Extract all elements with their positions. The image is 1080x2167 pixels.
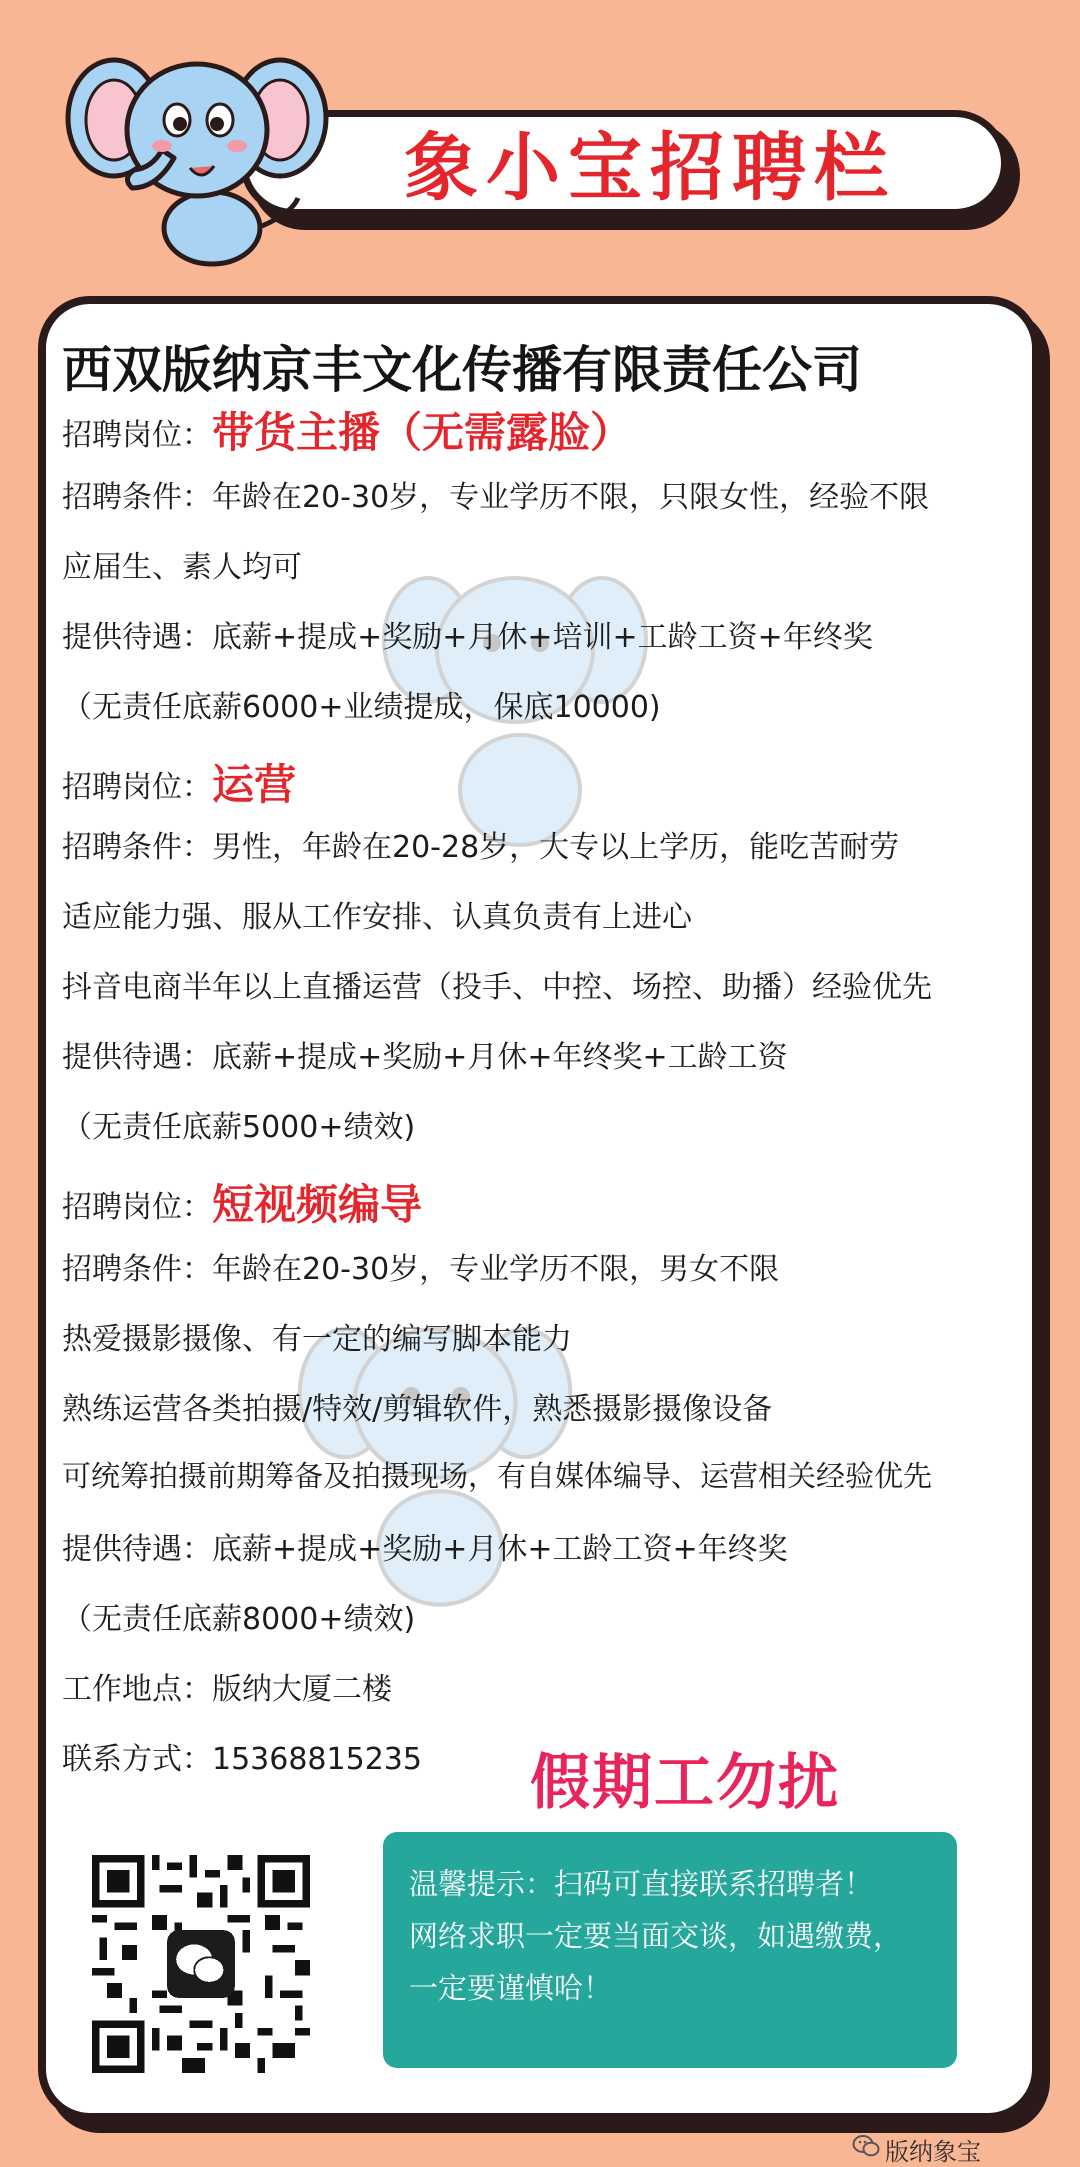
tip-line-2: 网络求职一定要当面交谈，如遇缴费，: [409, 1919, 903, 1953]
work-location: 工作地点：版纳大厦二楼: [62, 1672, 392, 1707]
job-2-line-5: （无责任底薪5000+绩效): [62, 1110, 416, 1145]
job-1-heading: [62, 400, 632, 460]
job-2-heading: [62, 752, 296, 812]
job-2-line-4: 提供待遇：底薪+提成+奖励+月休+年终奖+工龄工资: [62, 1040, 788, 1075]
job-1-line-4: （无责任底薪6000+业绩提成，保底10000): [62, 690, 661, 725]
job-2-line-3: 抖音电商半年以上直播运营（投手、中控、场控、助播）经验优先: [62, 970, 932, 1005]
qr-code-icon[interactable]: [92, 1855, 310, 2073]
job-2-line-2: 适应能力强、服从工作安排、认真负责有上进心: [62, 900, 692, 935]
footer-account-name: 版纳象宝: [885, 2138, 981, 2166]
company-name: 西双版纳京丰文化传播有限责任公司: [62, 341, 862, 399]
job-1-line-3: 提供待遇：底薪+提成+奖励+月休+培训+工龄工资+年终奖: [62, 620, 873, 655]
no-holiday-notice: 假期工勿扰: [530, 1748, 840, 1818]
job-3-line-5: 提供待遇：底薪+提成+奖励+月休+工龄工资+年终奖: [62, 1532, 788, 1567]
job-3-title: 短视频编导: [212, 1180, 423, 1229]
wechat-icon: [852, 2134, 880, 2158]
job-1-line-2: 应届生、素人均可: [62, 550, 302, 585]
job-3-label: 招聘岗位：: [62, 1190, 212, 1225]
elephant-mascot-icon: [62, 38, 332, 268]
job-3-line-1: 招聘条件：年龄在20-30岁，专业学历不限，男女不限: [62, 1252, 780, 1287]
job-3-line-3: 熟练运营各类拍摄/特效/剪辑软件，熟悉摄影摄像设备: [62, 1392, 773, 1427]
job-3-line-2: 热爱摄影摄像、有一定的编写脚本能力: [62, 1322, 572, 1357]
job-2-title: 运营: [212, 760, 297, 809]
warm-tip-box: [383, 1832, 957, 2068]
tip-line-1: 温馨提示：扫码可直接联系招聘者！: [409, 1867, 874, 1901]
job-3-line-6: （无责任底薪8000+绩效): [62, 1602, 416, 1637]
poster-title: 象小宝招聘栏: [404, 125, 896, 211]
job-2-label: 招聘岗位：: [62, 770, 212, 805]
job-1-title: 带货主播（无需露脸）: [212, 408, 633, 457]
job-2-line-1: 招聘条件：男性，年龄在20-28岁，大专以上学历，能吃苦耐劳: [62, 830, 900, 865]
job-3-heading: [62, 1172, 422, 1232]
contact-phone[interactable]: 联系方式：15368815235: [62, 1742, 422, 1777]
job-3-line-4: 可统筹拍摄前期筹备及拍摄现场，有自媒体编导、运营相关经验优先: [62, 1459, 933, 1493]
job-1-line-1: 招聘条件：年龄在20-30岁，专业学历不限，只限女性，经验不限: [62, 480, 930, 515]
tip-line-3: 一定要谨慎哈！: [409, 1971, 613, 2005]
job-1-label: 招聘岗位：: [62, 418, 212, 453]
